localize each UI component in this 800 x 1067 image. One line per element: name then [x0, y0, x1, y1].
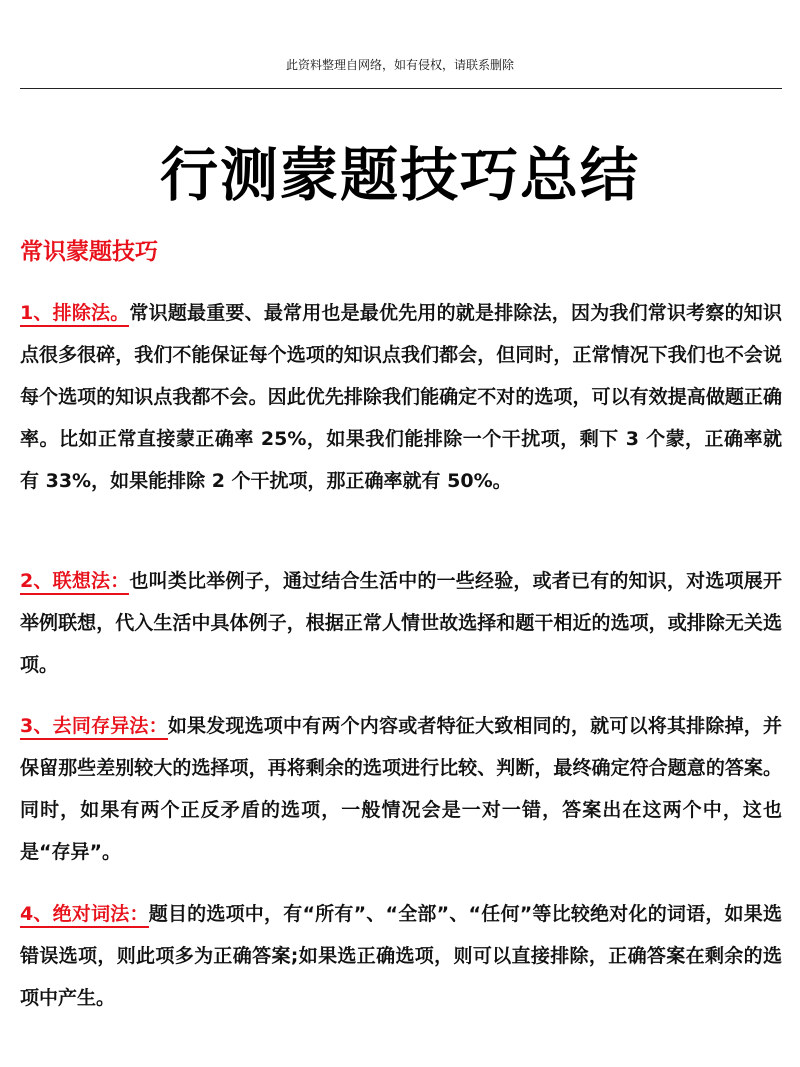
section-title: 常识蒙题技巧 [20, 239, 158, 265]
tip-difference-method [20, 705, 782, 873]
header-divider [20, 88, 782, 89]
page-title: 行测蒙题技巧总结 [159, 141, 640, 209]
header-disclaimer: 此资料整理自网络，如有侵权，请联系删除 [285, 58, 514, 72]
tip-text: 如果发现选项中有两个内容或者特征大致相同的，就可以将其排除掉，并保留那些差别较大的选择项，再将剩余的选项进行比较、判断，最终确定符合题意的答案。同时，如果有两个正反矛盾的选项，一般情况会是一对一错，答案出在这两个中，这也是“存异”。 [20, 715, 782, 863]
tip-label: 2、联想法： [20, 570, 129, 595]
tip-label: 4、绝对词法： [20, 903, 149, 928]
tip-exclusion-method [20, 292, 782, 502]
tip-text: 常识题最重要、最常用也是最优先用的就是排除法，因为我们常识考察的知识点很多很碎，我们不能保证每个选项的知识点我们都会，但同时，正常情况下我们也不会说每个选项的知识点我都不会。因此优先排除我们能确定不对的选项，可以有效提高做题正确率。比如正常直接蒙正确率 25%，如果我们能排除一个干扰项，剩下 3 个蒙，正确率就有 33%，如果能排除 2 个干扰项，那正确率就有 50%。 [20, 302, 782, 492]
tip-association-method [20, 560, 782, 686]
tip-text: 也叫类比举例子，通过结合生活中的一些经验，或者已有的知识，对选项展开举例联想，代入生活中具体例子，根据正常人情世故选择和题干相近的选项，或排除无关选项。 [20, 570, 782, 676]
tip-label: 3、去同存异法： [20, 715, 168, 740]
tip-text: 题目的选项中，有“所有”、“全部”、“任何”等比较绝对化的词语，如果选错误选项，则此项多为正确答案;如果选正确选项，则可以直接排除，正确答案在剩余的选项中产生。 [20, 903, 782, 1009]
tip-absolute-word-method [20, 893, 782, 1019]
tip-label: 1、排除法。 [20, 302, 129, 327]
